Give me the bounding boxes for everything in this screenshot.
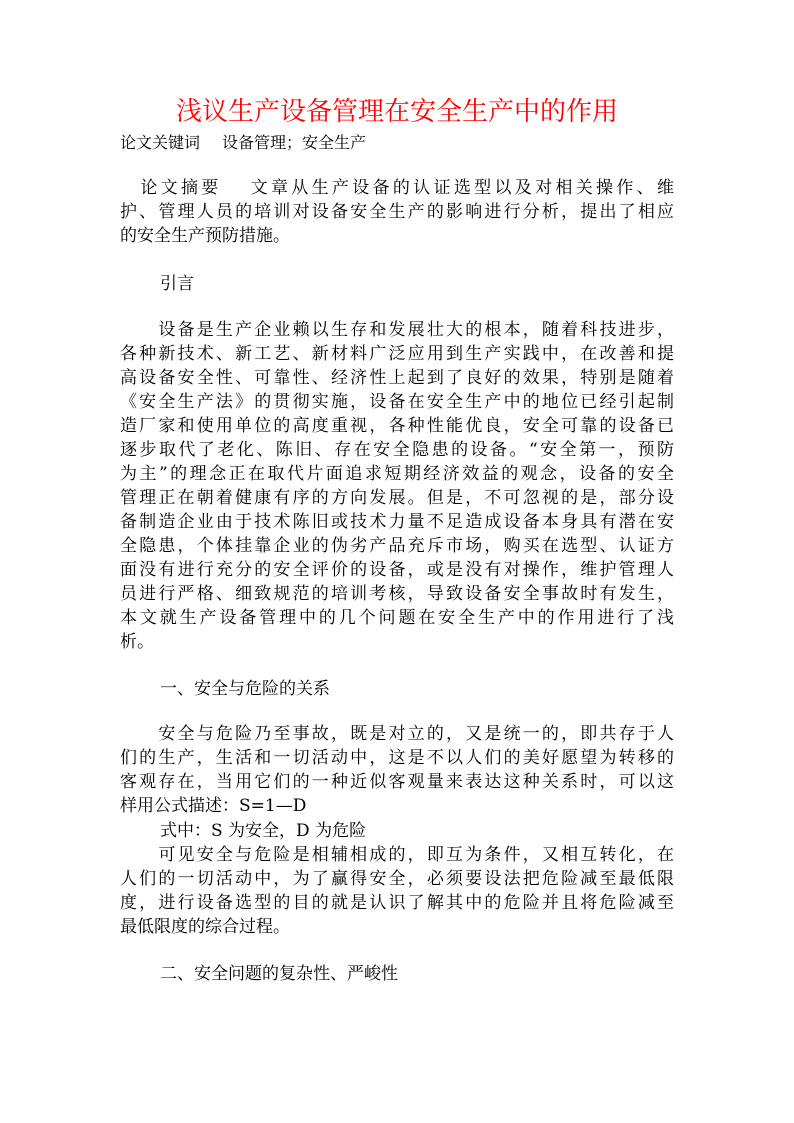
intro-line: 为主”的理念正在取代片面追求短期经济效益的观念，设备的安全 [120,464,674,484]
intro-line: 高设备安全性、可靠性、经济性上起到了良好的效果，特别是随着 [120,368,674,388]
intro-line: 各种新技术、新工艺、新材料广泛应用到生产实践中，在改善和提 [120,344,674,364]
intro-paragraph [120,318,674,654]
intro-line: 本文就生产设备管理中的几个问题在安全生产中的作用进行了浅 [120,608,674,628]
intro-heading: 引言 [160,274,194,294]
intro-line: 面没有进行充分的安全评价的设备，或是没有对操作，维护管理人 [120,560,674,580]
intro-line: 全隐患，个体挂靠企业的伪劣产品充斥市场，购买在选型、认证方 [120,536,674,556]
section1-paragraph [120,722,674,818]
formula-note: 式中：S 为安全，D 为危险 [160,821,367,841]
section2-heading: 二、安全问题的复杂性、严峻性 [160,964,398,984]
abstract-paragraph [120,176,674,248]
section1-line: 们的生产，生活和一切活动中，这是不以人们的美好愿望为转移的 [120,748,674,768]
section1-line: 样用公式描述：S=1—D [120,796,307,816]
intro-line: 逐步取代了老化、陈旧、存在安全隐患的设备。“安全第一，预防 [120,440,674,460]
section1b-line: 最低限度的综合过程。 [120,917,290,937]
abstract-line: 的安全生产预防措施。 [120,226,290,246]
abstract-line: 护、管理人员的培训对设备安全生产的影响进行分析，提出了相应 [120,202,674,222]
intro-line: 设备是生产企业赖以生存和发展壮大的根本，随着科技进步， [120,320,674,340]
abstract-line: 论文摘要 文章从生产设备的认证选型以及对相关操作、维 [120,178,674,198]
intro-line: 《安全生产法》的贯彻实施，设备在安全生产中的地位已经引起制 [120,392,674,412]
section1-line: 安全与危险乃至事故，既是对立的，又是统一的，即共存于人 [120,724,674,744]
intro-line: 备制造企业由于技术陈旧或技术力量不足造成设备本身具有潜在安 [120,512,674,532]
section1b-line: 度，进行设备选型的目的就是认识了解其中的危险并且将危险减至 [120,893,674,913]
keywords-label: 论文关键词 [120,133,201,152]
document-title: 浅议生产设备管理在安全生产中的作用 [175,97,618,127]
section1b-line: 人们的一切活动中，为了赢得安全，必须要设法把危险减至最低限 [120,869,674,889]
intro-line: 造厂家和使用单位的高度重视，各种性能优良，安全可靠的设备已 [120,416,674,436]
section1b-paragraph [120,843,674,939]
section1-line: 客观存在，当用它们的一种近似客观量来表达这种关系时，可以这 [120,772,674,792]
intro-line: 员进行严格、细致规范的培训考核，导致设备安全事故时有发生， [120,584,674,604]
keywords-value: 设备管理；安全生产 [222,133,367,152]
section1-heading: 一、安全与危险的关系 [160,679,330,699]
intro-line: 管理正在朝着健康有序的方向发展。但是，不可忽视的是，部分设 [120,488,674,508]
section1b-line: 可见安全与危险是相辅相成的，即互为条件，又相互转化，在 [120,845,674,865]
keywords-line [120,131,366,155]
intro-line: 析。 [120,632,154,652]
